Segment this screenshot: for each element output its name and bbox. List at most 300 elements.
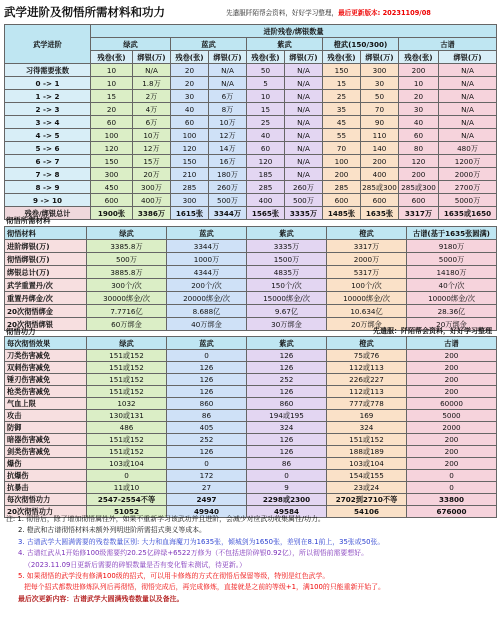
data-cell: 172: [167, 470, 247, 482]
data-cell: 16万: [209, 155, 247, 168]
power-row: [5, 458, 497, 470]
data-cell: 20: [91, 103, 133, 116]
power-row: [5, 434, 497, 446]
data-cell: 285或300: [362, 182, 397, 192]
header-row: [5, 337, 497, 350]
data-cell: 126: [167, 374, 247, 386]
data-cell: 10: [399, 77, 439, 90]
data-cell: 285或300: [399, 181, 439, 194]
subcol-header: 残卷(张): [247, 51, 285, 64]
data-cell: 188或189: [327, 446, 407, 458]
data-cell: 200个/次: [167, 279, 247, 292]
note-2: 2. 橙武和古谱彻悟材料未额外列明进阶所需招式奥义等成本。: [18, 526, 206, 535]
data-cell: 70: [323, 142, 361, 155]
data-cell: 7.7716亿: [87, 305, 167, 318]
materials-row: [5, 240, 497, 253]
data-cell: 10万: [133, 129, 171, 142]
data-cell: 400: [361, 168, 399, 181]
data-cell: N/A: [285, 129, 323, 142]
row-label: 5 -> 6: [5, 142, 91, 155]
data-cell: 112或113: [327, 386, 407, 398]
data-cell: 4835万: [247, 266, 327, 279]
row-label: 2 -> 3: [5, 103, 91, 116]
data-cell: N/A: [439, 90, 497, 103]
power-row: [5, 482, 497, 494]
data-cell: 15万: [133, 155, 171, 168]
level-row: [5, 181, 497, 194]
data-cell: 25: [323, 90, 361, 103]
data-cell: 4344万: [167, 266, 247, 279]
data-cell: 10: [247, 90, 285, 103]
data-cell: 200: [399, 64, 439, 77]
data-cell: 14万: [209, 142, 247, 155]
data-cell: 126: [167, 446, 247, 458]
tier-header: 橙武(150/300): [323, 38, 399, 51]
data-cell: 226或227: [327, 374, 407, 386]
data-cell: 3317万: [399, 207, 439, 220]
data-cell: N/A: [285, 103, 323, 116]
data-cell: 500万: [285, 194, 323, 207]
data-cell: 450: [91, 181, 133, 194]
power-table: [4, 336, 497, 518]
note-last-update: 最后次更新内容：古谱武学大圆满残卷数量以及备注。: [18, 594, 184, 603]
materials-row: [5, 292, 497, 305]
data-cell: 10.634亿: [327, 305, 407, 318]
data-cell: 600: [399, 194, 439, 207]
row-label: 3 -> 4: [5, 116, 91, 129]
data-cell: 5: [247, 77, 285, 90]
subcol-header: 绑银(万): [439, 51, 497, 64]
data-cell: 300万: [133, 181, 171, 194]
data-cell: 777或778: [327, 398, 407, 410]
row-label: 武学重置丹/次: [5, 279, 87, 292]
data-cell: 35: [323, 103, 361, 116]
data-cell: 1000万: [167, 253, 247, 266]
power-row: [5, 422, 497, 434]
data-cell: N/A: [439, 64, 497, 77]
data-cell: 1635张: [361, 207, 399, 220]
data-cell: 10000绑金/次: [407, 292, 497, 305]
subcol-header: 残卷(张): [399, 51, 439, 64]
data-cell: 0: [167, 350, 247, 362]
header-row: [5, 25, 497, 38]
data-cell: 2000: [407, 422, 497, 434]
data-cell: 11或10: [87, 482, 167, 494]
subcol-header: 绑银(万): [209, 51, 247, 64]
data-cell: N/A: [285, 116, 323, 129]
data-cell: N/A: [439, 103, 497, 116]
data-cell: 1500万: [247, 253, 327, 266]
data-cell: 103或104: [87, 458, 167, 470]
power-row: [5, 350, 497, 362]
data-cell: 9.67亿: [247, 305, 327, 318]
level-row: [5, 90, 497, 103]
data-cell: N/A: [439, 116, 497, 129]
row-label: 防御: [5, 422, 87, 434]
data-cell: 126: [167, 362, 247, 374]
materials-row: [5, 266, 497, 279]
data-cell: 20: [171, 64, 209, 77]
data-cell: 60: [247, 142, 285, 155]
data-cell: 5000: [407, 410, 497, 422]
row-label: 攻击: [5, 410, 87, 422]
materials-row: [5, 253, 497, 266]
data-cell: 3386万: [133, 207, 171, 220]
row-label: 重置丹绑金/次: [5, 292, 87, 305]
data-cell: 126: [247, 386, 327, 398]
level-row: [5, 142, 497, 155]
data-cell: N/A: [133, 64, 171, 77]
data-cell: 20万绑金: [407, 318, 497, 331]
data-cell: 200: [361, 155, 399, 168]
materials-row: [5, 305, 497, 318]
data-cell: 285: [323, 181, 361, 194]
data-cell: 600: [361, 194, 399, 207]
data-cell: 600: [91, 194, 133, 207]
col-header: 紫武: [247, 337, 327, 350]
data-cell: 2万: [133, 90, 171, 103]
level-row: [5, 168, 497, 181]
data-cell: 1900张: [91, 207, 133, 220]
data-cell: 3317万: [327, 240, 407, 253]
row-label: 9 -> 10: [5, 194, 91, 207]
data-cell: 151或152: [87, 386, 167, 398]
data-cell: 860: [247, 398, 327, 410]
header-row: [5, 227, 497, 240]
data-cell: N/A: [209, 64, 247, 77]
materials-table: [4, 226, 497, 331]
row-label: 彻悟绑银(万): [5, 253, 87, 266]
subcol-header: 绑银(万): [133, 51, 171, 64]
data-cell: 3344万: [167, 240, 247, 253]
data-cell: 252: [167, 434, 247, 446]
row-label: 抗爆伤: [5, 470, 87, 482]
col-header: 蓝武: [167, 337, 247, 350]
data-cell: N/A: [439, 129, 497, 142]
level-row: [5, 194, 497, 207]
data-cell: 200: [407, 374, 497, 386]
data-cell: 10: [91, 64, 133, 77]
data-cell: 2000万: [327, 253, 407, 266]
data-cell: 300个/次: [87, 279, 167, 292]
data-cell: 40: [399, 116, 439, 129]
data-cell: 860: [167, 398, 247, 410]
data-cell: 130或131: [87, 410, 167, 422]
data-cell: N/A: [285, 90, 323, 103]
data-cell: 151或152: [87, 350, 167, 362]
note-4: 4. 古谱红武从1开始修100级需要约20.25亿碎绿+6522万修为（不包括进阶碎银0.92亿），所以彻悟前需要想好。: [18, 549, 368, 558]
data-cell: 51052: [87, 506, 167, 518]
data-cell: 3335万: [247, 240, 327, 253]
data-cell: 405: [167, 422, 247, 434]
power-row: [5, 494, 497, 506]
data-cell: 324: [327, 422, 407, 434]
data-cell: 1032: [87, 398, 167, 410]
level-row: [5, 116, 497, 129]
data-cell: 30: [361, 77, 399, 90]
data-cell: 60万绑金: [87, 318, 167, 331]
data-cell: 151或152: [327, 434, 407, 446]
data-cell: 676000: [407, 506, 497, 518]
data-cell: 1.8万: [133, 77, 171, 90]
data-cell: 100: [91, 129, 133, 142]
tier-header: 绿武: [91, 38, 171, 51]
data-cell: 150: [171, 155, 209, 168]
data-cell: 110: [361, 129, 399, 142]
note-1: 注: 1. 彻悟后，除了增加彻悟属性外，如果不重新学习该武功并且进阶，会减少对应武功收集属性/功力。: [6, 515, 325, 523]
row-label: 20次彻悟绑银: [5, 318, 87, 331]
subcol-header: 残卷(张): [91, 51, 133, 64]
data-cell: 86: [167, 410, 247, 422]
subcol-header: 残卷(张): [171, 51, 209, 64]
data-cell: 480万: [439, 142, 497, 155]
data-cell: 126: [247, 350, 327, 362]
data-cell: 90: [361, 116, 399, 129]
data-cell: 9180万: [407, 240, 497, 253]
data-cell: 9: [247, 482, 327, 494]
data-cell: 2000万: [439, 168, 497, 181]
col-header: 彻悟材料: [5, 227, 87, 240]
col-header: 每次彻悟效果: [5, 337, 87, 350]
data-cell: 4万: [133, 103, 171, 116]
power-row: [5, 470, 497, 482]
data-cell: 126: [247, 434, 327, 446]
data-cell: 70: [361, 103, 399, 116]
data-cell: 400万: [133, 194, 171, 207]
power-row: [5, 386, 497, 398]
data-cell: 86: [247, 458, 327, 470]
data-cell: 30: [171, 90, 209, 103]
row-label: 8 -> 9: [5, 181, 91, 194]
data-cell: 169: [327, 410, 407, 422]
data-cell: 40: [171, 103, 209, 116]
row-label: 枪类伤害减免: [5, 386, 87, 398]
materials-section-title: 彻悟所需材料: [6, 216, 51, 225]
data-cell: 30000绑金/次: [87, 292, 167, 305]
total-row: [5, 207, 497, 220]
data-cell: 100个/次: [327, 279, 407, 292]
data-cell: 25: [247, 116, 285, 129]
data-cell: 112或113: [327, 362, 407, 374]
data-cell: 5000万: [407, 253, 497, 266]
data-cell: 20: [399, 90, 439, 103]
data-cell: 6万: [209, 90, 247, 103]
data-cell: 100: [323, 155, 361, 168]
data-cell: 180万: [209, 168, 247, 181]
data-cell: 260万: [209, 181, 247, 194]
data-cell: 185: [247, 168, 285, 181]
row-label: 暗器伤害减免: [5, 434, 87, 446]
data-cell: 50: [247, 64, 285, 77]
data-cell: 200: [407, 458, 497, 470]
data-cell: 2700万: [439, 181, 497, 194]
data-cell: 324: [247, 422, 327, 434]
data-cell: N/A: [285, 168, 323, 181]
col-header: 古谱(基于1635张圆满): [407, 227, 497, 240]
row-label: 剑类伤害减免: [5, 446, 87, 458]
data-cell: 15: [323, 77, 361, 90]
row-label: 习得需要张数: [5, 64, 91, 77]
advancement-table: [4, 24, 497, 220]
data-cell: 300: [361, 64, 399, 77]
data-cell: 15: [91, 90, 133, 103]
row-label: 残卷/绑银总计: [5, 207, 91, 220]
power-section-credit: 先遣服：阡陌帮会资料，好好学习整理: [373, 327, 492, 335]
row-label: 气血上限: [5, 398, 87, 410]
data-cell: 54106: [327, 506, 407, 518]
credit-line: [226, 7, 431, 17]
data-cell: 2298或2300: [247, 494, 327, 506]
data-cell: N/A: [209, 77, 247, 90]
data-cell: 10000绑金/次: [327, 292, 407, 305]
note-5: 5. 如果彻悟的武学没有修满100级的招式，可以用卡修炼的方式在彻悟后保留等级，特别是红色武学。: [18, 572, 330, 581]
tier-header: 紫武: [247, 38, 323, 51]
data-cell: 1635或1650: [439, 207, 497, 220]
level-row: [5, 64, 497, 77]
row-label: 20次彻悟功力: [5, 506, 87, 518]
data-cell: 150: [91, 155, 133, 168]
data-cell: 28.36亿: [407, 305, 497, 318]
row-label: 20次彻悟绑金: [5, 305, 87, 318]
data-cell: 2547-2554不等: [87, 494, 167, 506]
data-cell: 120: [399, 155, 439, 168]
row-label: 刀类伤害减免: [5, 350, 87, 362]
data-cell: 12万: [209, 129, 247, 142]
data-cell: 3385.8万: [87, 240, 167, 253]
subcol-header: 绑银(万): [285, 51, 323, 64]
col-header: 紫武: [247, 227, 327, 240]
data-cell: 120: [91, 142, 133, 155]
data-cell: 486: [87, 422, 167, 434]
data-cell: 30万绑金: [247, 318, 327, 331]
data-cell: 10万: [209, 116, 247, 129]
level-row: [5, 77, 497, 90]
note-3: 3. 古谱武学大圆满需要的残卷数量区别: 大力和血海魔刀为1635张，倾城剑为1650张，差别在8.1前上，35张或50张。: [18, 537, 385, 546]
data-cell: 80: [399, 142, 439, 155]
data-cell: 8万: [209, 103, 247, 116]
data-cell: 500万: [87, 253, 167, 266]
last-updated: 最后更新版本: 20231109/08: [338, 9, 431, 17]
level-row: [5, 155, 497, 168]
data-cell: 500万: [209, 194, 247, 207]
data-cell: 154或155: [327, 470, 407, 482]
data-cell: 2702到2710不等: [327, 494, 407, 506]
data-cell: 30: [399, 103, 439, 116]
col-header: 古谱: [407, 337, 497, 350]
subcol-header: 绑银(万): [361, 51, 399, 64]
row-label: 双刺伤害减免: [5, 362, 87, 374]
data-cell: 126: [247, 446, 327, 458]
data-cell: 200: [407, 434, 497, 446]
data-cell: 200: [399, 168, 439, 181]
data-cell: 151或152: [87, 434, 167, 446]
data-cell: 15: [247, 103, 285, 116]
data-cell: 1565张: [247, 207, 285, 220]
materials-row: [5, 279, 497, 292]
data-cell: 60: [171, 116, 209, 129]
data-cell: 40个/次: [407, 279, 497, 292]
data-cell: 27: [167, 482, 247, 494]
data-cell: 8.688亿: [167, 305, 247, 318]
data-cell: 200: [407, 446, 497, 458]
row-label: 1 -> 2: [5, 90, 91, 103]
col-header: 橙武: [327, 337, 407, 350]
data-cell: 151或152: [87, 362, 167, 374]
data-cell: 103或104: [327, 458, 407, 470]
data-cell: 23或24: [327, 482, 407, 494]
data-cell: 120: [247, 155, 285, 168]
data-cell: 3335万: [285, 207, 323, 220]
row-label: 爆伤: [5, 458, 87, 470]
data-cell: 15000绑金/次: [247, 292, 327, 305]
data-cell: 285: [247, 181, 285, 194]
data-cell: 150: [323, 64, 361, 77]
data-cell: 0: [247, 470, 327, 482]
data-cell: 126: [167, 386, 247, 398]
row-label: 绑银总计(万): [5, 266, 87, 279]
power-section-title: 彻悟功力: [6, 327, 36, 336]
subcol-header: 残卷(张): [323, 51, 361, 64]
data-cell: 120: [171, 142, 209, 155]
tier-header: 古谱: [399, 38, 497, 51]
data-cell: 60: [91, 116, 133, 129]
row-label: 锤刃伤害减免: [5, 374, 87, 386]
power-row: [5, 374, 497, 386]
note-5b: 把每个招式都数进修炼队列后再彻悟，彻悟完成后，再完成修炼，直接就是之前的等级+1，满100的只能重新开始了。: [24, 583, 385, 592]
level-row: [5, 129, 497, 142]
data-cell: 0: [407, 482, 497, 494]
data-cell: N/A: [439, 77, 497, 90]
data-cell: N/A: [285, 142, 323, 155]
note-4b: （2023.11.09日更新后需要的碎银数量是否有变化暂未测试，待更新。）: [24, 560, 247, 569]
level-row: [5, 103, 497, 116]
power-row: [5, 410, 497, 422]
data-cell: 0: [407, 470, 497, 482]
data-cell: 20000绑金/次: [167, 292, 247, 305]
data-cell: N/A: [285, 77, 323, 90]
data-cell: 12万: [133, 142, 171, 155]
credit-text: 先遣服阡陌帮会资料，好好学习整理，: [226, 9, 339, 17]
col-header: 橙武: [327, 227, 407, 240]
power-row: [5, 446, 497, 458]
data-cell: 194或195: [247, 410, 327, 422]
data-cell: 151或152: [87, 446, 167, 458]
data-cell: 1200万: [439, 155, 497, 168]
header-sub: 进阶残卷/绑银数量: [91, 25, 497, 38]
data-cell: 1615张: [171, 207, 209, 220]
page-title: 武学进阶及彻悟所需材料和功力: [4, 5, 165, 19]
data-cell: 600: [323, 194, 361, 207]
data-cell: 300: [91, 168, 133, 181]
data-cell: 252: [247, 374, 327, 386]
data-cell: 20: [171, 77, 209, 90]
col-header: 蓝武: [167, 227, 247, 240]
row-label: 6 -> 7: [5, 155, 91, 168]
data-cell: 3885.8万: [87, 266, 167, 279]
data-cell: 40万绑金: [167, 318, 247, 331]
data-cell: N/A: [285, 155, 323, 168]
row-label: 抗暴击: [5, 482, 87, 494]
data-cell: 5317万: [327, 266, 407, 279]
row-label: 0 -> 1: [5, 77, 91, 90]
data-cell: 260万: [285, 181, 323, 194]
data-cell: 33800: [407, 494, 497, 506]
data-cell: 55: [323, 129, 361, 142]
data-cell: 60000: [407, 398, 497, 410]
data-cell: 2497: [167, 494, 247, 506]
data-cell: 150个/次: [247, 279, 327, 292]
data-cell: 10: [91, 77, 133, 90]
